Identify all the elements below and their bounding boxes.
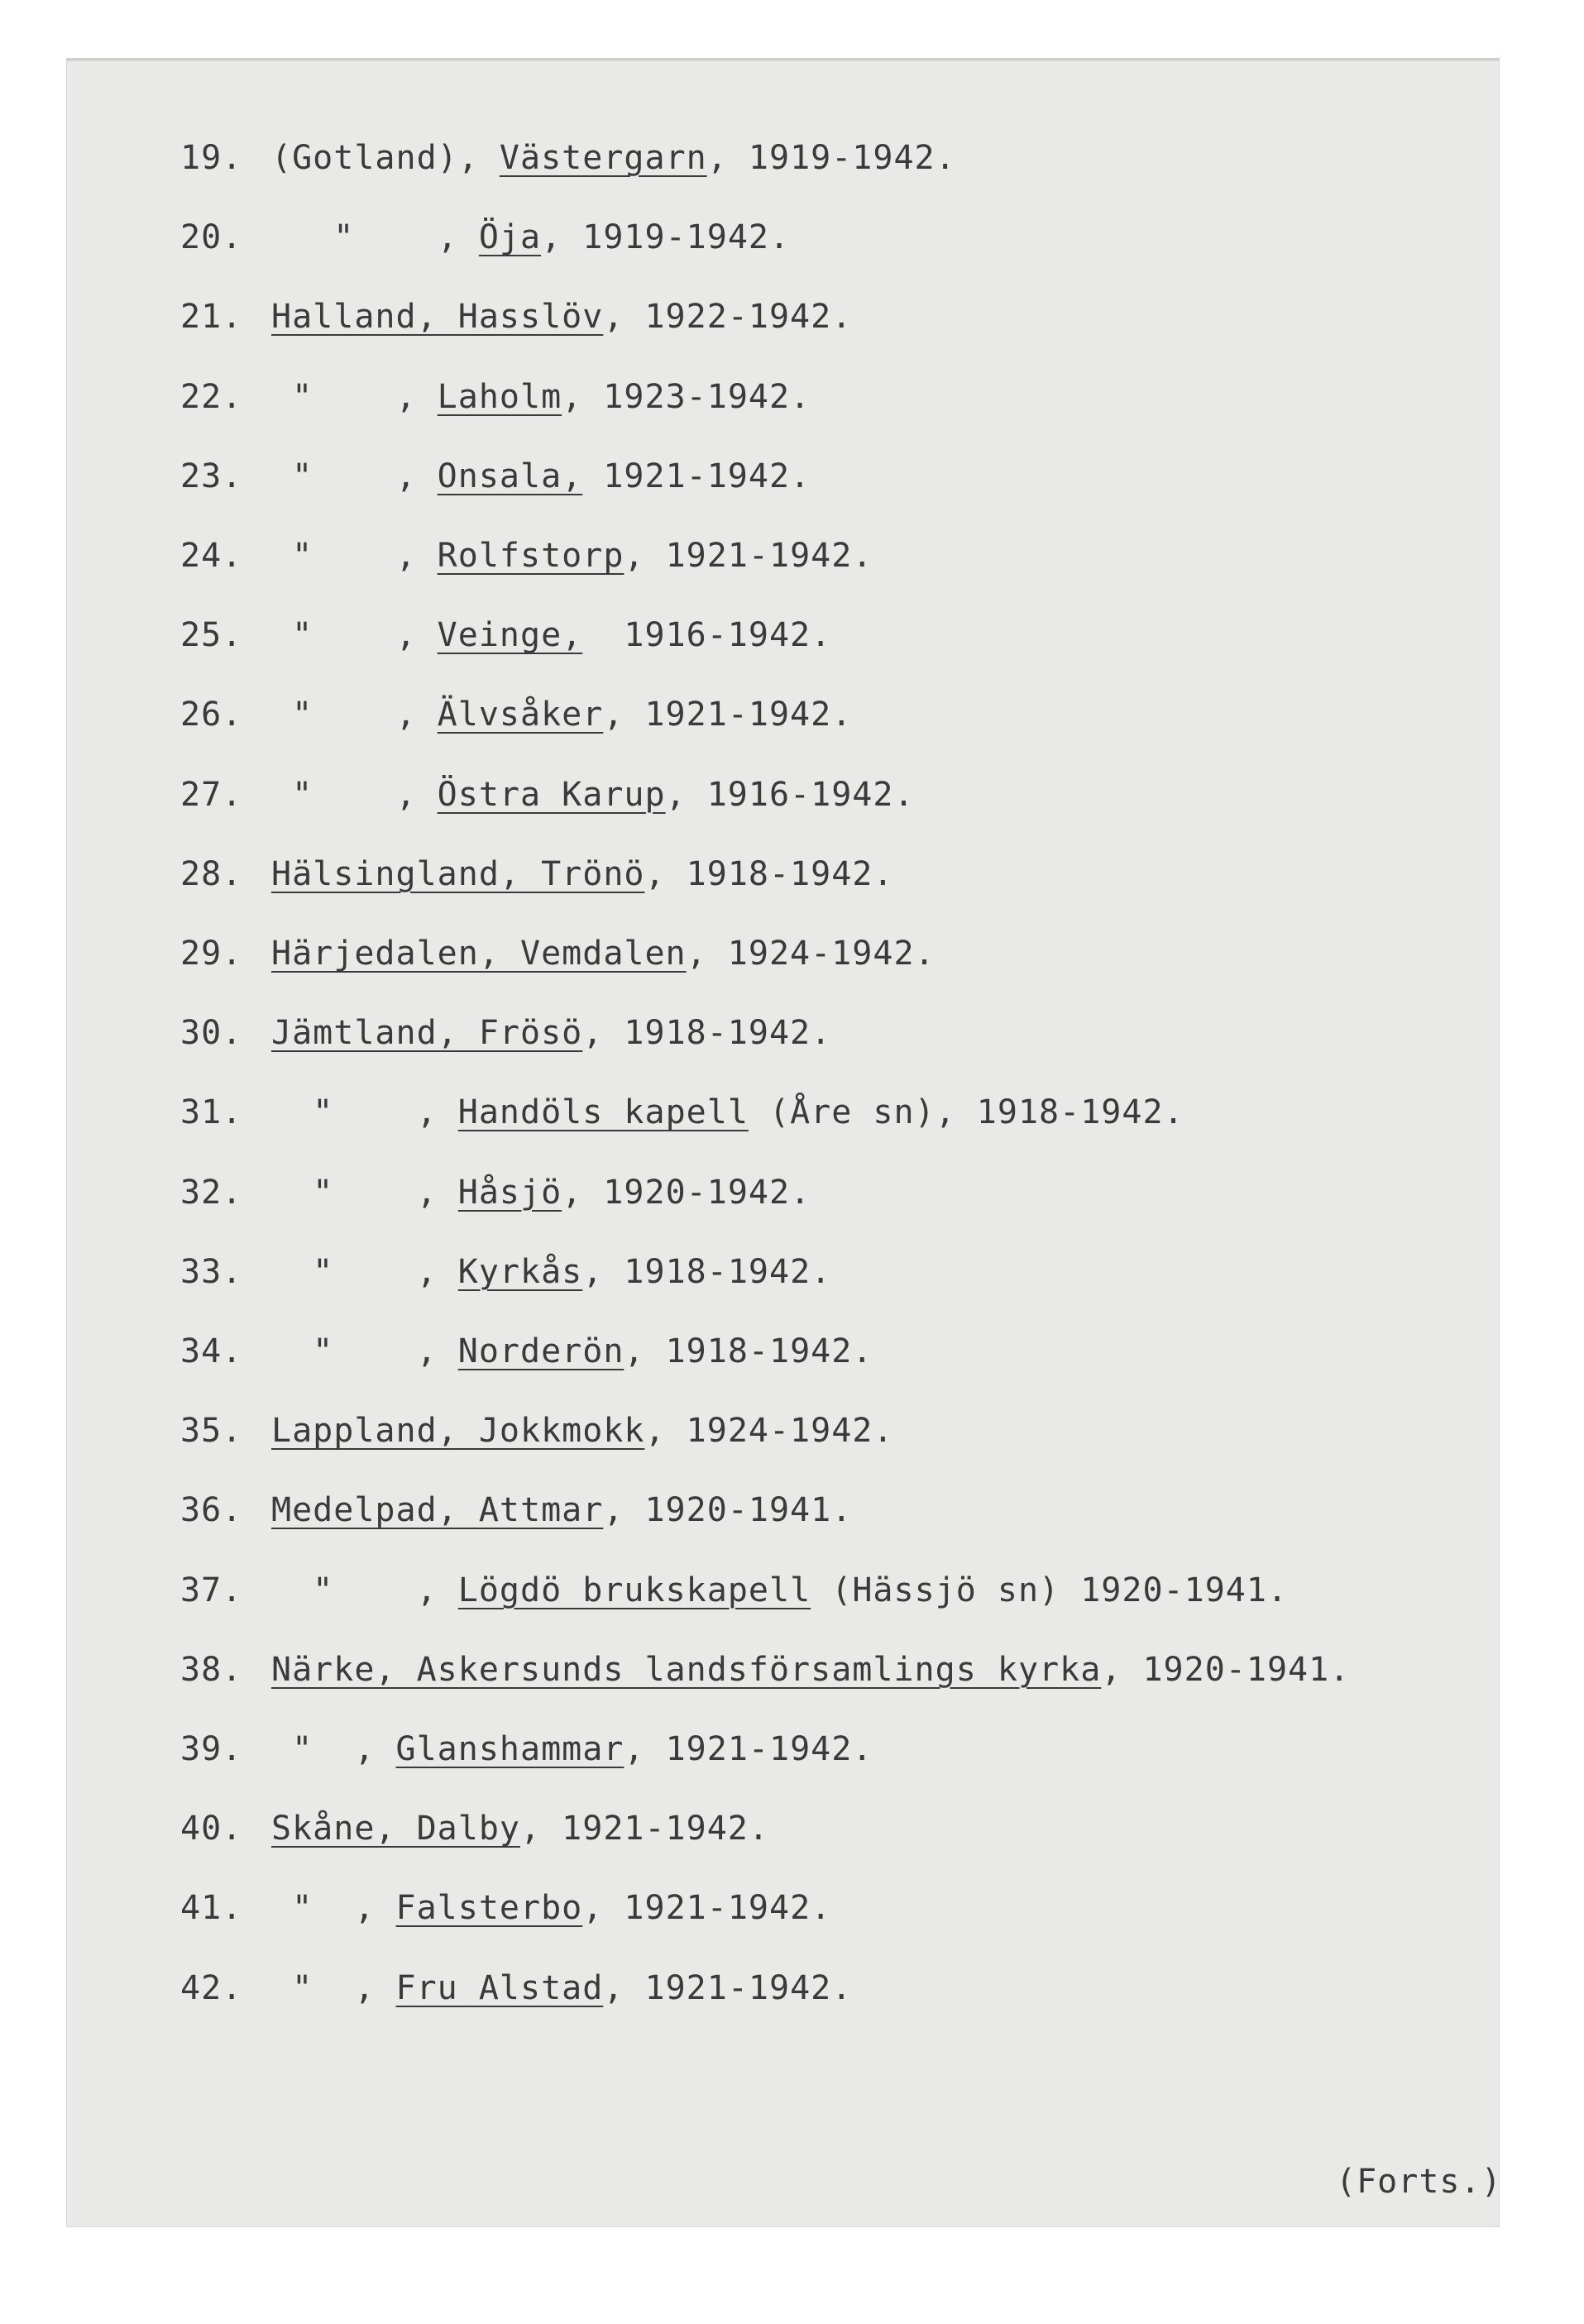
entry-number: 21. bbox=[180, 298, 243, 337]
entry-line bbox=[180, 1724, 873, 1774]
entry-place: Lappland, Jokkmokk bbox=[271, 1412, 645, 1451]
entry-prefix: " , bbox=[271, 1252, 458, 1291]
entry-prefix: " , bbox=[271, 1332, 458, 1370]
entry-line bbox=[180, 1883, 831, 1933]
entry-number: 38. bbox=[180, 1650, 243, 1689]
entry-years: , 1918-1942. bbox=[582, 1252, 832, 1291]
entry-years: 1921-1942. bbox=[582, 457, 811, 495]
entry-line bbox=[180, 1008, 831, 1058]
entry-place: Onsala, bbox=[437, 457, 583, 495]
entry-line bbox=[180, 1327, 873, 1376]
entry-place: Östra Karup bbox=[437, 775, 666, 814]
entry-prefix: " , bbox=[271, 537, 438, 575]
entry-years: , 1921-1942. bbox=[519, 1810, 769, 1848]
entry-line bbox=[180, 1168, 811, 1217]
entry-number: 20. bbox=[180, 218, 243, 257]
entry-line bbox=[180, 929, 936, 978]
entry-line bbox=[180, 372, 811, 422]
entry-place: Handöls kapell bbox=[457, 1093, 749, 1132]
continued-note: (Forts.) bbox=[1336, 2163, 1502, 2201]
entry-years: , 1920-1942. bbox=[562, 1173, 811, 1212]
entry-prefix: " , bbox=[271, 775, 438, 814]
entry-place: Härjedalen, Vemdalen bbox=[271, 935, 687, 973]
entry-years: , 1924-1942. bbox=[644, 1412, 894, 1451]
entry-years: , 1920-1941. bbox=[1101, 1650, 1351, 1689]
entry-years: , 1922-1942. bbox=[603, 298, 853, 337]
entry-number: 36. bbox=[180, 1491, 243, 1530]
entry-prefix: " , bbox=[271, 218, 479, 257]
entry-years: , 1921-1942. bbox=[603, 1968, 853, 2007]
entry-number: 26. bbox=[180, 696, 243, 734]
entry-place: Rolfstorp bbox=[437, 537, 625, 575]
entry-number: 35. bbox=[180, 1412, 243, 1451]
entry-place: Västergarn bbox=[499, 139, 707, 177]
entry-years: , 1921-1942. bbox=[582, 1889, 832, 1928]
entry-place: Jämtland, Frösö bbox=[271, 1014, 583, 1053]
entry-years: , 1918-1942. bbox=[644, 854, 894, 893]
entry-place: Norderön bbox=[457, 1332, 625, 1370]
entry-place: Glanshammar bbox=[395, 1730, 625, 1768]
entry-line bbox=[180, 133, 956, 183]
entry-prefix: " , bbox=[271, 1730, 396, 1768]
entry-number: 23. bbox=[180, 457, 243, 495]
entry-number: 37. bbox=[180, 1571, 243, 1609]
entry-line bbox=[180, 690, 852, 739]
entry-number: 19. bbox=[180, 139, 243, 177]
entry-years: (Åre sn), 1918-1942. bbox=[748, 1093, 1184, 1132]
entry-place: Halland, Hasslöv bbox=[271, 298, 604, 337]
entry-line bbox=[180, 1566, 1288, 1615]
entry-years: , 1921-1942. bbox=[624, 1730, 873, 1768]
entry-number: 32. bbox=[180, 1173, 243, 1212]
entry-years: (Hässjö sn) 1920-1941. bbox=[811, 1571, 1289, 1609]
entry-line bbox=[180, 1485, 852, 1535]
entry-line bbox=[180, 849, 893, 899]
entry-place: Kyrkås bbox=[457, 1252, 583, 1291]
entry-number: 40. bbox=[180, 1810, 243, 1848]
entry-years: , 1916-1942. bbox=[665, 775, 915, 814]
entry-place: Fru Alstad bbox=[395, 1968, 604, 2007]
entry-number: 39. bbox=[180, 1730, 243, 1768]
entry-years: , 1921-1942. bbox=[624, 537, 873, 575]
entry-years: , 1920-1941. bbox=[603, 1491, 853, 1530]
entry-number: 42. bbox=[180, 1968, 243, 2007]
entry-line bbox=[180, 1963, 852, 2013]
entry-line bbox=[180, 213, 790, 262]
entry-number: 31. bbox=[180, 1093, 243, 1132]
entry-years: , 1923-1942. bbox=[562, 377, 811, 416]
entry-prefix: " , bbox=[271, 457, 438, 495]
entry-line bbox=[180, 1645, 1350, 1695]
entry-number: 30. bbox=[180, 1014, 243, 1053]
entry-number: 25. bbox=[180, 616, 243, 655]
entry-line bbox=[180, 531, 873, 581]
entry-place: Falsterbo bbox=[395, 1889, 583, 1928]
entry-number: 27. bbox=[180, 775, 243, 814]
entry-place: Öja bbox=[478, 218, 542, 257]
entry-number: 41. bbox=[180, 1889, 243, 1928]
entry-years: , 1918-1942. bbox=[582, 1014, 832, 1053]
entry-line bbox=[180, 1804, 769, 1853]
entry-prefix: " , bbox=[271, 1889, 396, 1928]
entry-place: Hälsingland, Trönö bbox=[271, 854, 645, 893]
entry-prefix: " , bbox=[271, 696, 438, 734]
entry-prefix: (Gotland), bbox=[271, 139, 500, 177]
entry-place: Älvsåker bbox=[437, 696, 604, 734]
entry-years: 1916-1942. bbox=[582, 616, 832, 655]
entry-number: 34. bbox=[180, 1332, 243, 1370]
entry-place: Lögdö brukskapell bbox=[457, 1571, 811, 1609]
entry-place: Veinge, bbox=[437, 616, 583, 655]
entry-number: 28. bbox=[180, 854, 243, 893]
entry-prefix: " , bbox=[271, 616, 438, 655]
entry-number: 33. bbox=[180, 1252, 243, 1291]
entry-number: 29. bbox=[180, 935, 243, 973]
entry-prefix: " , bbox=[271, 1093, 458, 1132]
entry-line bbox=[180, 1088, 1184, 1137]
entry-line bbox=[180, 1406, 893, 1456]
entry-line bbox=[180, 292, 852, 342]
entry-line bbox=[180, 610, 831, 660]
entry-years: , 1924-1942. bbox=[686, 935, 936, 973]
entry-prefix: " , bbox=[271, 1968, 396, 2007]
entry-place: Närke, Askersunds landsförsamlings kyrka bbox=[271, 1650, 1102, 1689]
entry-prefix: " , bbox=[271, 1173, 458, 1212]
entry-line bbox=[180, 1247, 831, 1297]
entry-line bbox=[180, 770, 915, 820]
entry-years: , 1919-1942. bbox=[541, 218, 791, 257]
entry-line bbox=[180, 452, 811, 501]
entry-place: Laholm bbox=[437, 377, 562, 416]
entry-prefix: " , bbox=[271, 1571, 458, 1609]
entry-place: Håsjö bbox=[457, 1173, 562, 1212]
entry-number: 22. bbox=[180, 377, 243, 416]
entry-place: Medelpad, Attmar bbox=[271, 1491, 604, 1530]
entry-number: 24. bbox=[180, 537, 243, 575]
typewritten-page bbox=[66, 58, 1500, 2227]
entry-prefix: " , bbox=[271, 377, 438, 416]
entry-place: Skåne, Dalby bbox=[271, 1810, 520, 1848]
entry-years: , 1919-1942. bbox=[706, 139, 956, 177]
entry-years: , 1921-1942. bbox=[603, 696, 853, 734]
entry-years: , 1918-1942. bbox=[624, 1332, 873, 1370]
